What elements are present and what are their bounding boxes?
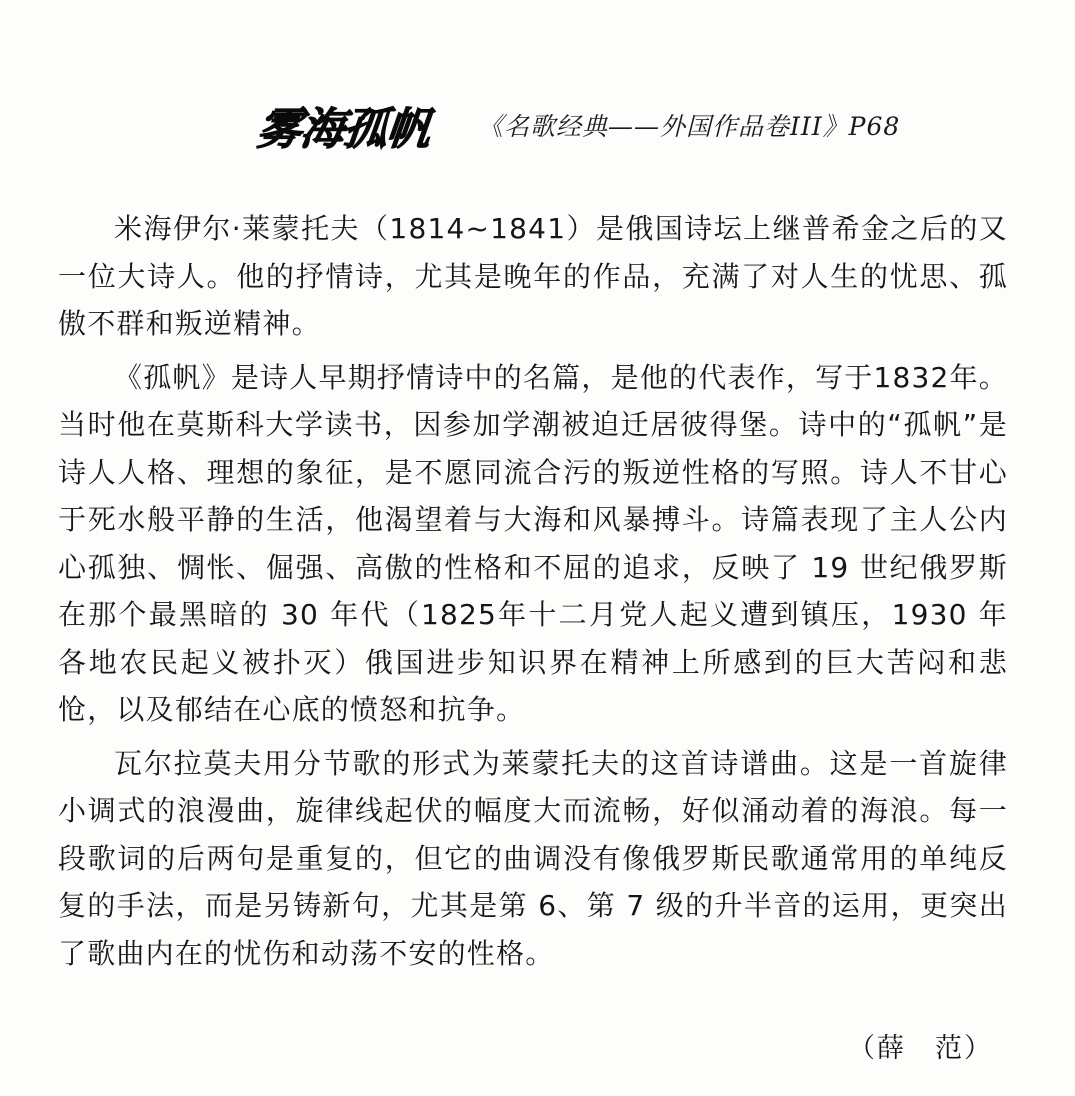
title-row xyxy=(254,95,901,155)
paragraph-music-analysis: 瓦尔拉莫夫用分节歌的形式为莱蒙托夫的这首诗谱曲。这是一首旋律小调式的浪漫曲，旋律线起伏的幅度大而流畅，好似涌动着的海浪。每一段歌词的后两句是重复的，但它的曲调没有像俄罗斯民歌通常用的单纯反复的手法，而是另铸新句，尤其是第 6、第 7 级的升半音的运用，更突出了歌曲内在的忧伤和动荡不安的性格。 xyxy=(58,746,1008,970)
author-signature: （薛 范） xyxy=(848,1033,993,1064)
source-citation: 《名歌经典——外国作品卷III》P68 xyxy=(478,112,901,141)
paragraph-poem-background: 《孤帆》是诗人早期抒情诗中的名篇，是他的代表作，写于1832年。当时他在莫斯科大学读书，因参加学潮被迫迁居彼得堡。诗中的“孤帆”是诗人人格、理想的象征，是不愿同流合污的叛逆性格的写照。诗人不甘心于死水般平静的生活，他渴望着与大海和风暴搏斗。诗篇表现了主人公内心孤独、惆怅、倔强、高傲的性格和不屈的追求，反映了 19 世纪俄罗斯在那个最黑暗的 30 年代（1825年十二月党人起义遭到镇压，1930 年各地农民起义被扑灭）俄国进步知识界在精神上所感到的巨大苦闷和悲怆，以及郁结在心底的愤怒和抗争。 xyxy=(58,360,1008,726)
article-body xyxy=(58,205,1008,977)
paragraph-intro: 米海伊尔·莱蒙托夫（1814~1841）是俄国诗坛上继普希金之后的又一位大诗人。他的抒情诗，尤其是晚年的作品，充满了对人生的忧思、孤傲不群和叛逆精神。 xyxy=(58,212,1008,340)
article-title: 雾海孤帆 xyxy=(254,104,433,155)
